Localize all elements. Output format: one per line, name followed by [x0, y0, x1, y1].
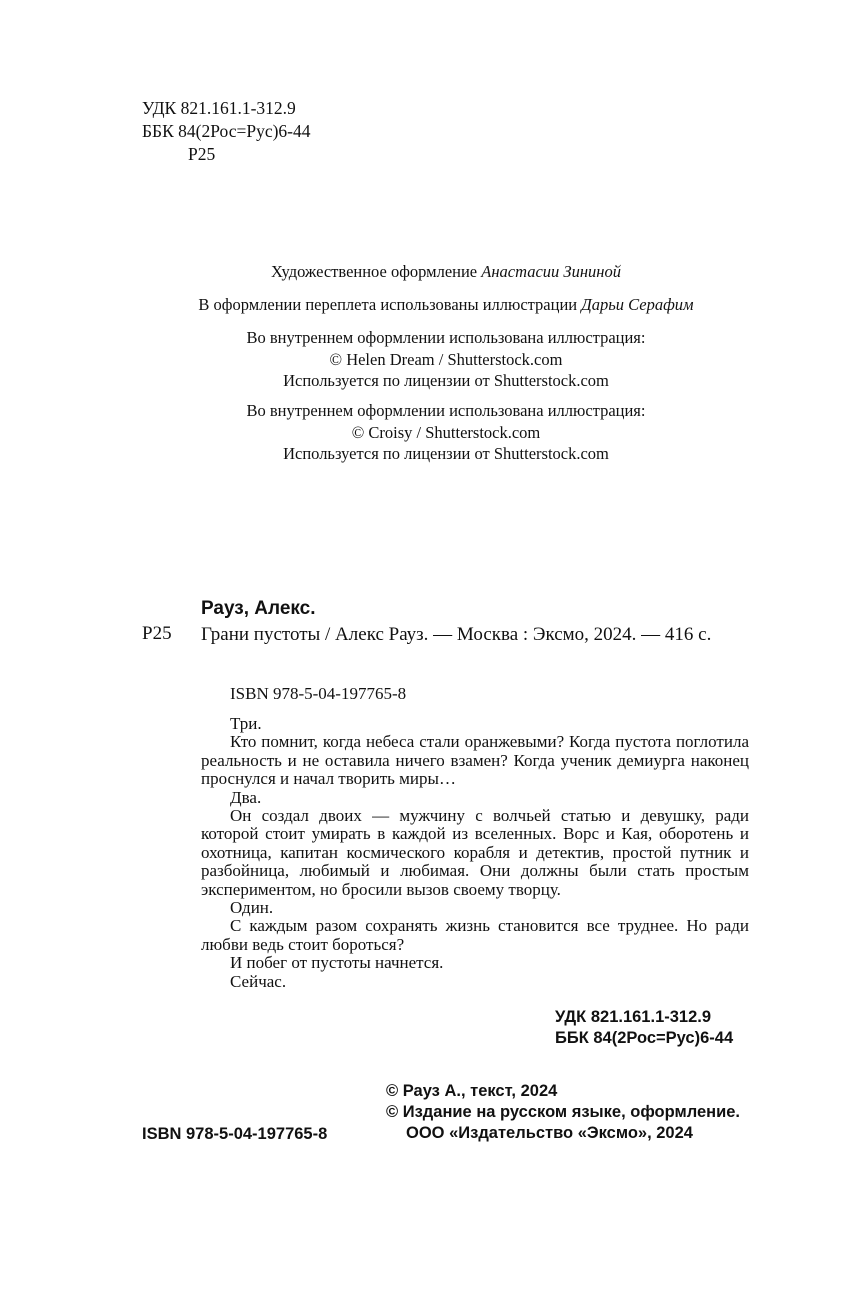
- license-note: Используется по лицензии от Shutterstock.com: [283, 371, 609, 390]
- bbk-code: ББК 84(2Рос=Рус)6-44: [555, 1029, 734, 1047]
- annotation-paragraph: Три.: [230, 714, 262, 733]
- entry-isbn: ISBN 978-5-04-197765-8: [230, 684, 407, 703]
- designer-name: Анастасии Зининой: [481, 262, 621, 281]
- annotation-paragraph: С каждым разом сохранять жизнь становится все труднее. Но ради любви ведь стоит бороться?: [201, 916, 749, 954]
- annotation-paragraph: Сейчас.: [230, 971, 287, 991]
- bottom-classification-codes: [555, 1007, 733, 1049]
- annotation: [201, 715, 749, 991]
- annotation-paragraph: Два.: [230, 787, 262, 807]
- entry-author-mark: Р25: [142, 623, 172, 644]
- entry-author: Рауз, Алекс.: [201, 598, 316, 619]
- annotation-paragraph: И побег от пустоты начнется.: [230, 953, 444, 973]
- illustration-credit-1: [130, 327, 762, 392]
- copyright-block: [386, 1081, 740, 1144]
- isbn-bottom: ISBN 978-5-04-197765-8: [142, 1125, 328, 1143]
- illustration-credit-2: [130, 400, 762, 465]
- copyright-text: © Рауз А., текст, 2024: [386, 1082, 558, 1100]
- entry-title-line: Грани пустоты / Алекс Рауз. — Москва : Эксмо, 2024. — 416 с.: [201, 624, 712, 645]
- illustration-source: © Helen Dream / Shutterstock.com: [329, 349, 563, 369]
- cover-illustrator-name: Дарьи Серафим: [581, 295, 694, 314]
- illustration-credit-line: Во внутреннем оформлении использована иллюстрация:: [246, 328, 646, 347]
- author-mark: Р25: [188, 144, 216, 164]
- design-credit: [130, 261, 762, 283]
- annotation-paragraph: Он создал двоих — мужчину с волчьей статью и девушку, ради которой стоит умирать в каждой из вселенных. Ворс и Кая, оборотень и охотница, капитан космического корабля и детектив, простой путник и разбойница, любимый и любимая. Они должны были стать простым экспериментом, но бросили вызов своему творцу.: [201, 806, 749, 899]
- cover-credit: [130, 294, 762, 316]
- copyright-publisher: ООО «Издательство «Эксмо», 2024: [406, 1124, 693, 1142]
- license-note: Используется по лицензии от Shutterstock.com: [283, 444, 609, 463]
- udk-code: УДК 821.161.1-312.9: [142, 98, 296, 118]
- copyright-edition: © Издание на русском языке, оформление.: [386, 1103, 741, 1121]
- annotation-paragraph: Один.: [230, 898, 274, 918]
- illustration-source: © Croisy / Shutterstock.com: [351, 422, 541, 442]
- udk-code: УДК 821.161.1-312.9: [555, 1008, 712, 1026]
- cover-credit-label: В оформлении переплета использованы иллюстрации: [198, 295, 582, 314]
- top-classification-codes: [142, 97, 311, 166]
- annotation-paragraph: Кто помнит, когда небеса стали оранжевыми? Когда пустота поглотила реальность и не оставила ничего взамен? Когда ученик демиурга наконец проснулся и начал творить миры…: [201, 732, 749, 789]
- illustration-credit-line: Во внутреннем оформлении использована иллюстрация:: [246, 401, 646, 420]
- design-credit-label: Художественное оформление: [271, 262, 482, 281]
- bbk-code: ББК 84(2Рос=Рус)6-44: [142, 121, 311, 141]
